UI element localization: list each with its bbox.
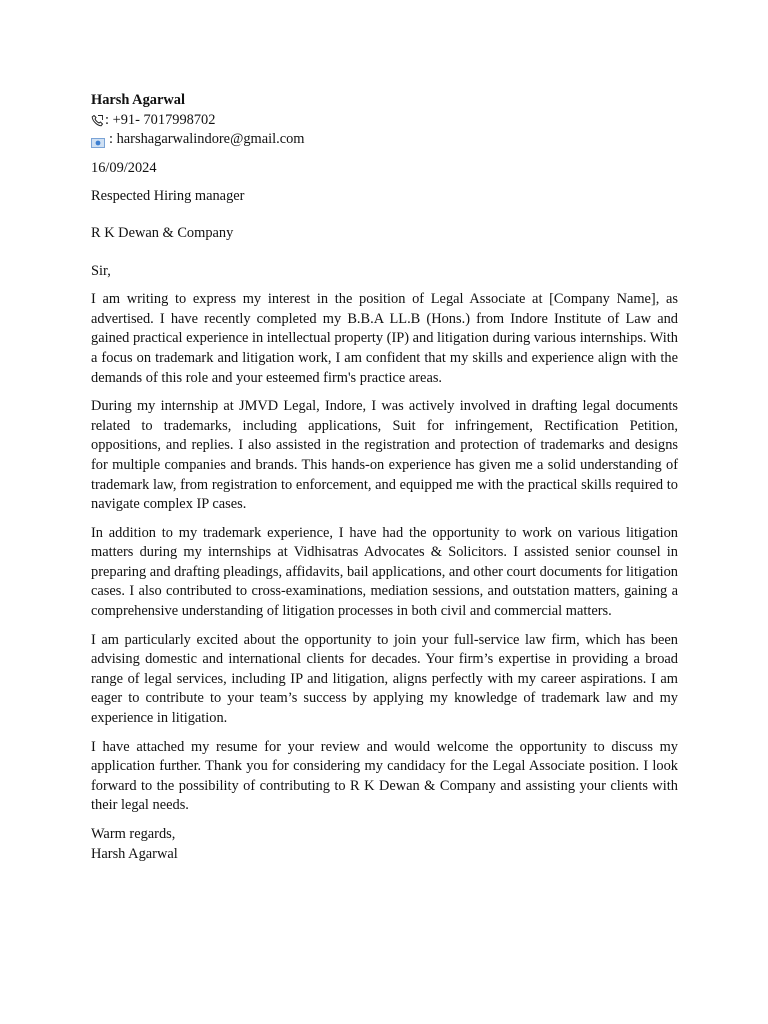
envelope-icon [91,135,105,145]
paragraph-trademark: During my internship at JMVD Legal, Indore, I was actively involved in drafting legal documents related to trademarks, including applications, Suit for infringement, Rectification Petition, oppositions, and replies. I also assisted in the registration and protection of trademarks and designs for multiple companies and brands. This hands-on experience has given me a solid understanding of trademark law, from registration to enforcement, and equipped me with the practical skills required to navigate complex IP cases. [91,398,678,513]
salutation: Sir, [91,262,111,279]
letter-date: 16/09/2024 [91,159,157,176]
closing-phrase: Warm regards, [91,826,176,842]
paragraph-closing: I have attached my resume for your review and would welcome the opportunity to discuss my application further. Thank you for considering my candidacy for the Legal Associate position. I look forward to the possibility of contributing to R K Dewan & Company and assisting your clients with their legal needs. [91,738,678,814]
email-line [91,130,678,150]
recipient-greeting: Respected Hiring manager [91,188,245,205]
sender-name: Harsh Agarwal [91,92,185,108]
cover-letter [91,91,678,864]
paragraph-litigation: In addition to my trademark experience, I have had the opportunity to work on various litigation matters during my internships at Vidhisatras Advocates & Solicitors. I assisted senior counsel in preparing and drafting pleadings, affidavits, bail applications, and other court documents for litigation cases. I also contributed to cross-examinations, mediation sessions, and outstation matters, gaining a comprehensive understanding of litigation processes in both civil and commercial matters. [91,524,678,620]
paragraph-intro: I am writing to express my interest in the position of Legal Associate at [Company Name], as advertised. I have recently completed my B.B.A LL.B (Hons.) from Indore Institute of Law and gained practical experience in intellectual property (IP) and litigation during various internships. With a focus on trademark and litigation work, I am confident that my skills and experience align with the demands of this role and your esteemed firm's practice areas. [91,291,678,386]
phone-line [91,111,678,131]
paragraph-firm-interest: I am particularly excited about the opportunity to join your full-service law firm, which has been advising domestic and international clients for decades. Your firm’s expertise in providing a broad range of legal services, including IP and litigation, aligns perfectly with my career aspirations. I am eager to contribute to your team’s success by applying my knowledge of trademark law and my experience in litigation. [91,631,678,727]
phone-icon [91,114,104,127]
phone-number: : +91- 7017998702 [105,111,216,128]
recipient-company: R K Dewan & Company [91,224,234,241]
signature-name: Harsh Agarwal [91,845,178,862]
email-address: : harshagarwalindore@gmail.com [109,131,305,148]
